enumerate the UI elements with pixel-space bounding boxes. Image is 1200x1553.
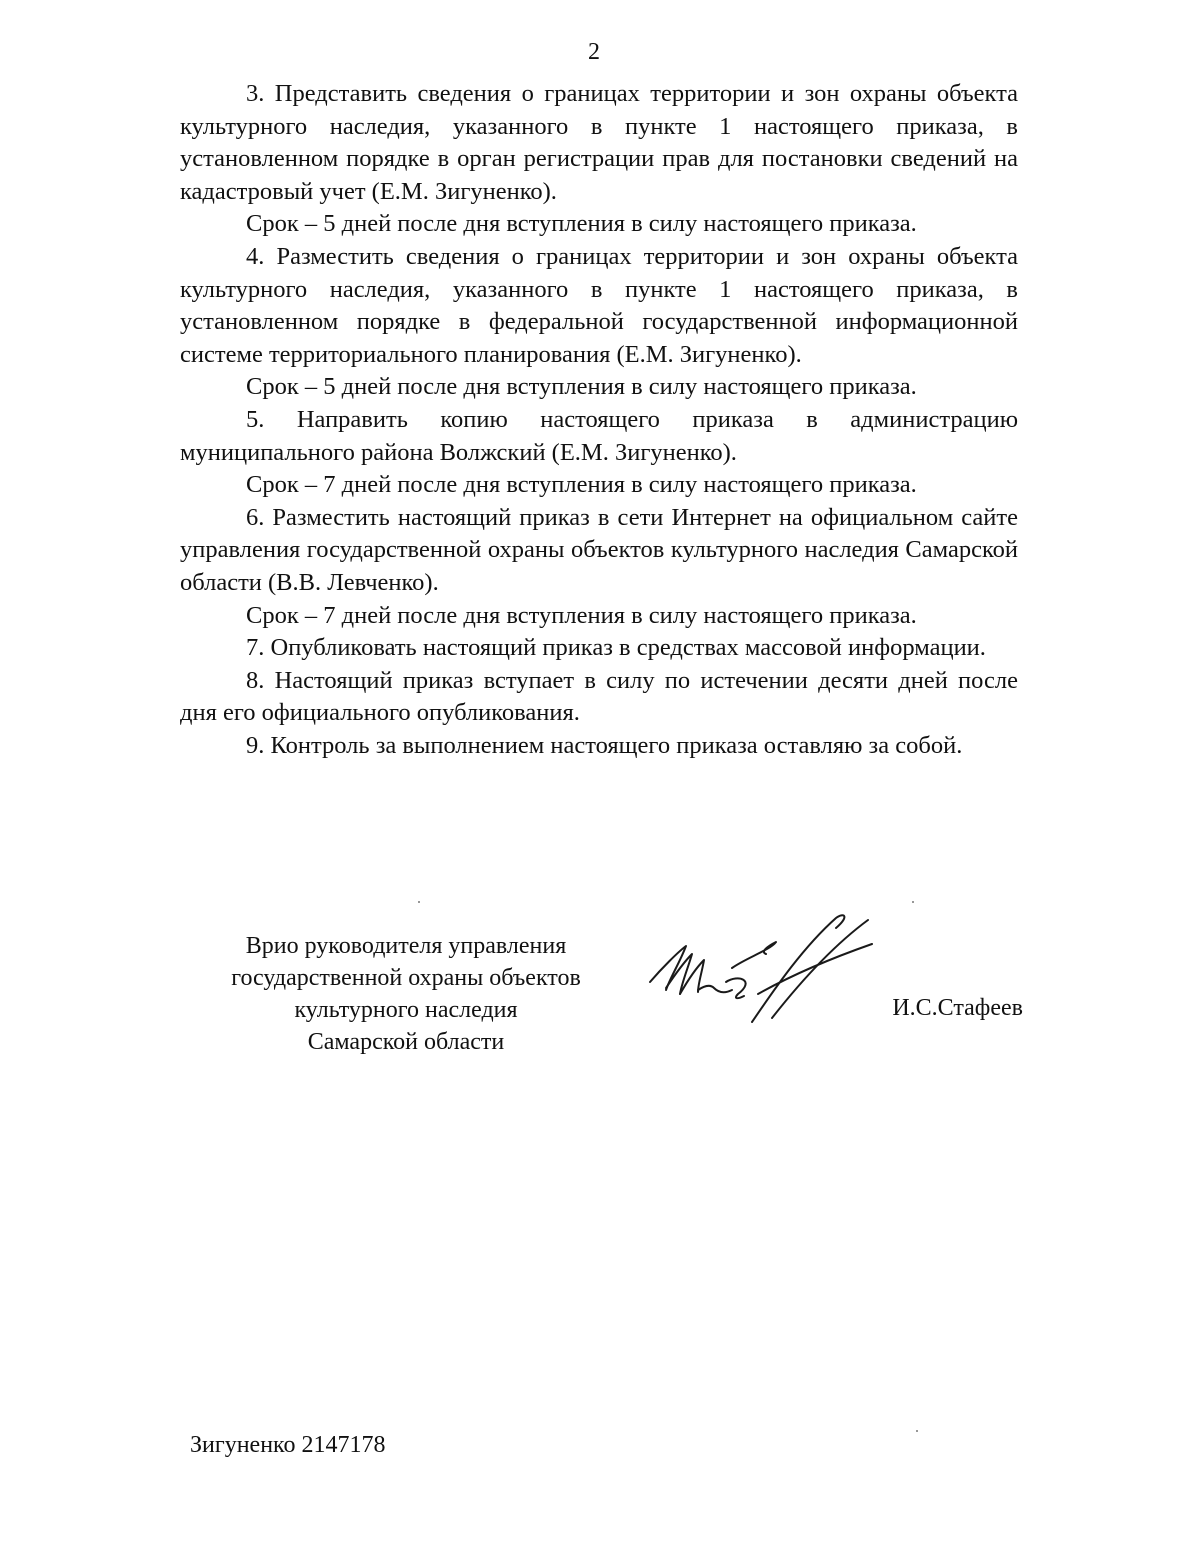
scan-speck — [916, 1430, 918, 1432]
scan-speck — [418, 901, 420, 903]
paragraph-item-5: 5. Направить копию настоящего приказа в администрацию муниципального района Волжский (Е.М. Зигуненко). — [180, 405, 1018, 466]
position-line: Самарской области — [307, 1029, 505, 1055]
handwritten-signature — [640, 910, 880, 1030]
paragraph-item-8: 8. Настоящий приказ вступает в силу по истечении десяти дней после дня его официального опубликования. — [180, 666, 1018, 727]
deadline-item-5: Срок – 7 дней после дня вступления в силу настоящего приказа. — [246, 471, 917, 499]
signatory-position — [196, 930, 616, 1058]
paragraph-item-4: 4. Разместить сведения о границах территории и зон охраны объекта культурного наследия, указанного в пункте 1 настоящего приказа, в установленном порядке в федеральной государственной информационной системе территориального планирования (Е.М. Зигуненко). — [180, 242, 1018, 368]
deadline-item-3: Срок – 5 дней после дня вступления в силу настоящего приказа. — [246, 210, 917, 238]
signer-name: И.С.Стафеев — [892, 995, 1023, 1021]
paragraph-item-7: 7. Опубликовать настоящий приказ в средствах массовой информации. — [246, 634, 986, 662]
scan-speck — [912, 901, 914, 903]
document-body — [180, 78, 1018, 762]
deadline-item-6: Срок – 7 дней после дня вступления в силу настоящего приказа. — [246, 601, 917, 629]
executor-contact: Зигуненко 2147178 — [190, 1432, 386, 1458]
deadline-item-4: Срок – 5 дней после дня вступления в силу настоящего приказа. — [246, 373, 917, 401]
page-number: 2 — [588, 39, 600, 65]
paragraph-item-9: 9. Контроль за выполнением настоящего приказа оставляю за собой. — [246, 731, 963, 759]
position-line: культурного наследия — [294, 997, 518, 1023]
position-line: Врио руководителя управления — [245, 933, 567, 959]
paragraph-item-3: 3. Представить сведения о границах территории и зон охраны объекта культурного наследия, указанного в пункте 1 настоящего приказа, в установленном порядке в орган регистрации прав для постановки сведений на кадастровый учет (Е.М. Зигуненко). — [180, 80, 1018, 205]
paragraph-item-6: 6. Разместить настоящий приказ в сети Интернет на официальном сайте управления государственной охраны объектов культурного наследия Самарской области (В.В. Левченко). — [180, 503, 1018, 596]
position-line: государственной охраны объектов — [231, 965, 581, 991]
